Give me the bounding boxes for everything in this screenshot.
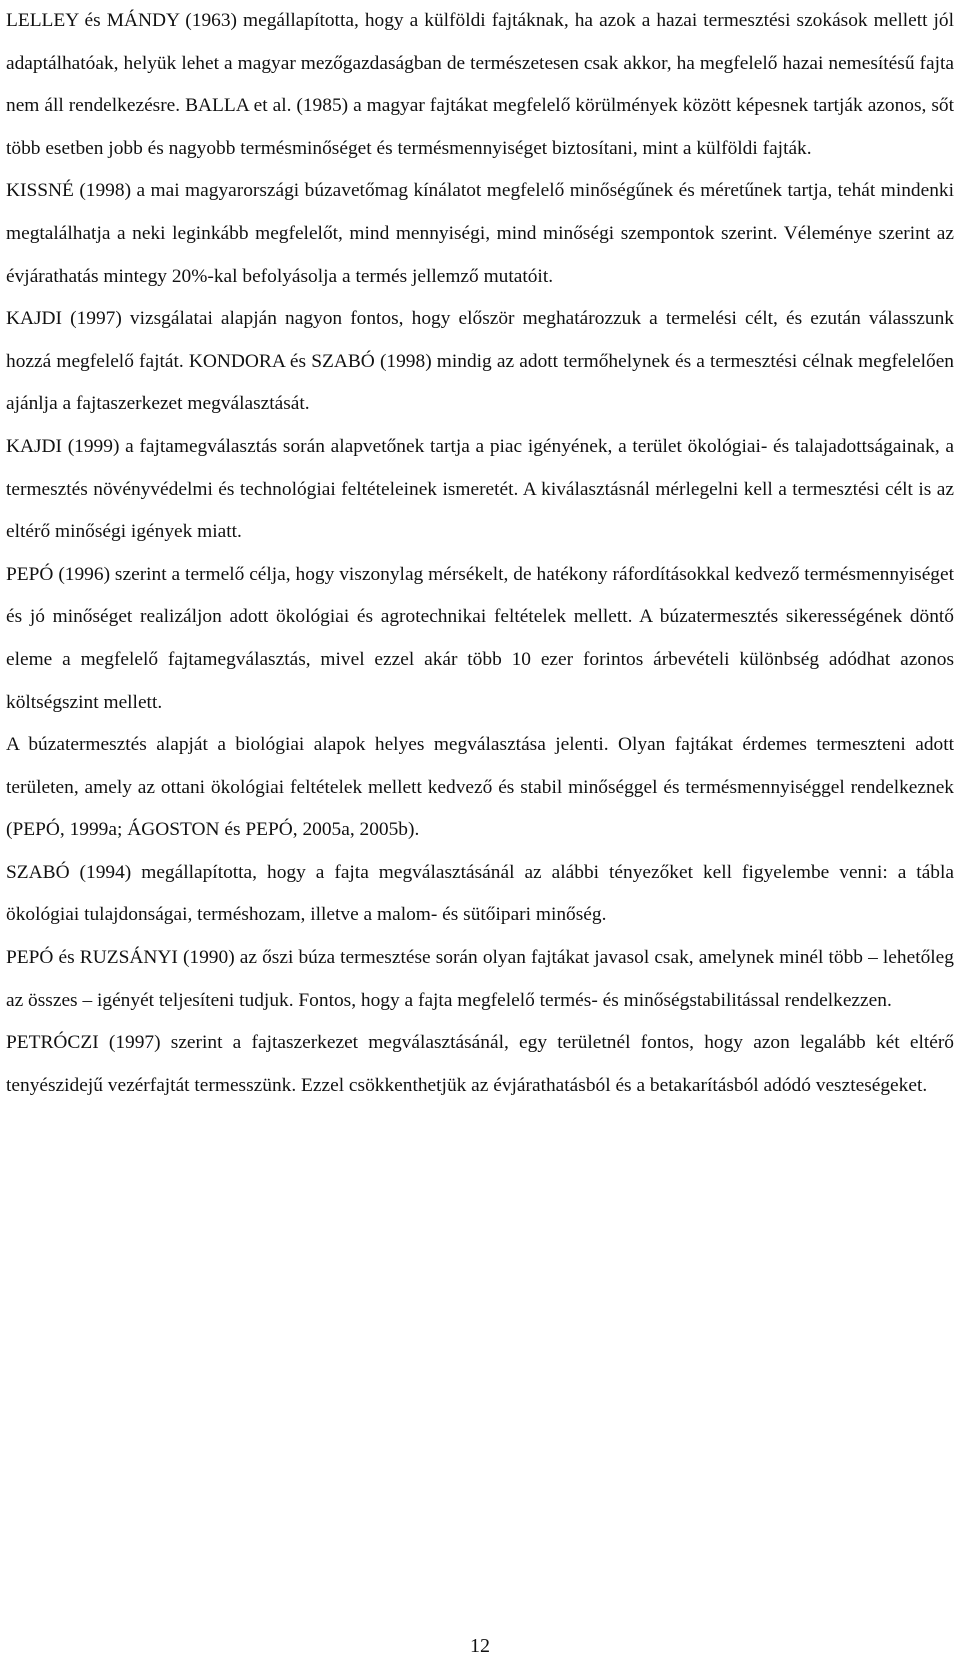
paragraph-lelley-mandy: LELLEY és MÁNDY (1963) megállapította, hogy a külföldi fajtáknak, ha azok a hazai termesztési szokások mellett jól adaptálhatóak, helyük lehet a magyar mezőgazdaságban de természetesen csak akkor, ha megfelelő hazai nemesítésű fajta nem áll rendelkezésre. BALLA et al. (1985) a magyar fajtákat megfelelő körülmények között képesnek tartják azonos, sőt több esetben jobb és nagyobb termésminőséget és termésmennyiséget biztosítani, mint a külföldi fajták. (6, 10, 954, 159)
document-body (6, 0, 954, 1107)
paragraph-pepo-ruzsanyi: PEPÓ és RUZSÁNYI (1990) az őszi búza termesztése során olyan fajtákat javasol csak, amelynek minél több – lehetőleg az összes – igényét teljesíteni tudjuk. Fontos, hogy a fajta megfelelő termés- és minőségstabilitással rendelkezzen. (6, 947, 954, 1011)
paragraph-szabo-1994: SZABÓ (1994) megállapította, hogy a fajta megválasztásánál az alábbi tényezőket kell figyelembe venni: a tábla ökológiai tulajdonságai, terméshozam, illetve a malom- és sütőipari minőség. (6, 861, 954, 926)
paragraph-buzatermesztes: A búzatermesztés alapját a biológiai alapok helyes megválasztása jelenti. Olyan fajtákat érdemes termeszteni adott területen, amely az ottani ökológiai feltételek mellett kedvező és stabil minőséggel és termésmennyiséggel rendelkeznek (PEPÓ, 1999a; ÁGOSTON és PEPÓ, 2005a, 2005b). (6, 734, 954, 841)
page-number: 12 (470, 1635, 490, 1657)
paragraph-kajdi-1997: KAJDI (1997) vizsgálatai alapján nagyon fontos, hogy először meghatározzuk a termelési célt, és ezután válasszunk hozzá megfelelő fajtát. KONDORA és SZABÓ (1998) mindig az adott termőhelynek és a termesztési célnak megfelelően ajánlja a fajtaszerkezet megválasztását. (6, 308, 954, 415)
paragraph-kissne: KISSNÉ (1998) a mai magyarországi búzavetőmag kínálatot megfelelő minőségűnek és méretűnek tartja, tehát mindenki megtalálhatja a neki leginkább megfelelőt, mind mennyiségi, mind minőségi szempontok szerint. Véleménye szerint az évjárathatás mintegy 20%-kal befolyásolja a termés jellemző mutatóit. (6, 180, 954, 287)
paragraph-pepo-1996: PEPÓ (1996) szerint a termelő célja, hogy viszonylag mérsékelt, de hatékony ráfordításokkal kedvező termésmennyiséget és jó minőséget realizáljon adott ökológiai és agrotechnikai feltételek mellett. A búzatermesztés sikerességének döntő eleme a megfelelő fajtamegválasztás, mivel ezzel akár több 10 ezer forintos árbevételi különbség adódhat azonos költségszint mellett. (6, 563, 954, 713)
paragraph-petroczi: PETRÓCZI (1997) szerint a fajtaszerkezet megválasztásánál, egy területnél fontos, hogy azon legalább két eltérő tenyészidejű vezérfajtát termesszünk. Ezzel csökkenthetjük az évjárathatásból és a betakarításból adódó veszteségeket. (6, 1032, 954, 1096)
paragraph-kajdi-1999: KAJDI (1999) a fajtamegválasztás során alapvetőnek tartja a piac igényének, a terület ökológiai- és talajadottságainak, a termesztés növényvédelmi és technológiai feltételeinek ismeretét. A kiválasztásnál mérlegelni kell a termesztési célt is az eltérő minőségi igények miatt. (6, 435, 954, 543)
